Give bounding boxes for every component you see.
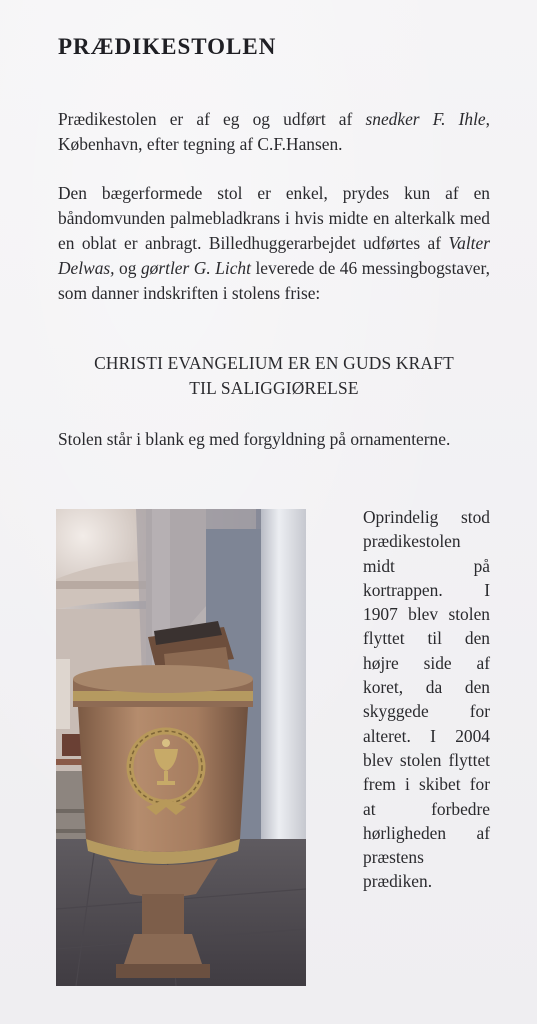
- side-paragraph-history: Oprindelig stod prædikestolen midt på kortrappen. I 1907 blev stolen flyttet til den højre side af koret, da den skyggede for alteret. I 2004 blev stolen flyttet frem i skibet for at forbedre hørligheden af præstens prædiken.: [363, 507, 490, 892]
- pulpit-illustration: [56, 509, 306, 986]
- text-span: Prædikestolen er af eg og udført af: [58, 109, 366, 129]
- inscription-line: CHRISTI EVANGELIUM ER EN GUDS KRAFT: [94, 353, 454, 373]
- text-span: , København, efter tegning af C.F.Hansen.: [58, 109, 491, 154]
- paragraph-maker: [58, 107, 490, 157]
- frieze-inscription: [58, 351, 490, 401]
- text-span: og: [114, 258, 141, 278]
- page-title: PRÆDIKESTOLEN: [58, 34, 277, 59]
- paragraph-finish: Stolen står i blank eg med forgyldning på ornamenterne.: [58, 429, 451, 449]
- text-span: Den bægerformede stol er enkel, prydes kun af en båndomvunden palmebladkrans i hvis midte en alterkalk med en oblat er anbragt. Billedhuggerarbejdet udførtes af: [58, 183, 490, 253]
- pulpit-photo: [56, 509, 306, 986]
- maker-name: snedker F. Ihle: [365, 109, 486, 129]
- inscription-line: TIL SALIGGIØRELSE: [189, 378, 359, 398]
- paragraph-description: [58, 181, 490, 306]
- brazier-name: gørtler G. Licht: [140, 258, 251, 278]
- text-span: leverede de 46 messingbogstaver, som danner indskriften i stolens frise:: [58, 258, 490, 303]
- sculptor-name: Valter Delwas,: [58, 233, 490, 278]
